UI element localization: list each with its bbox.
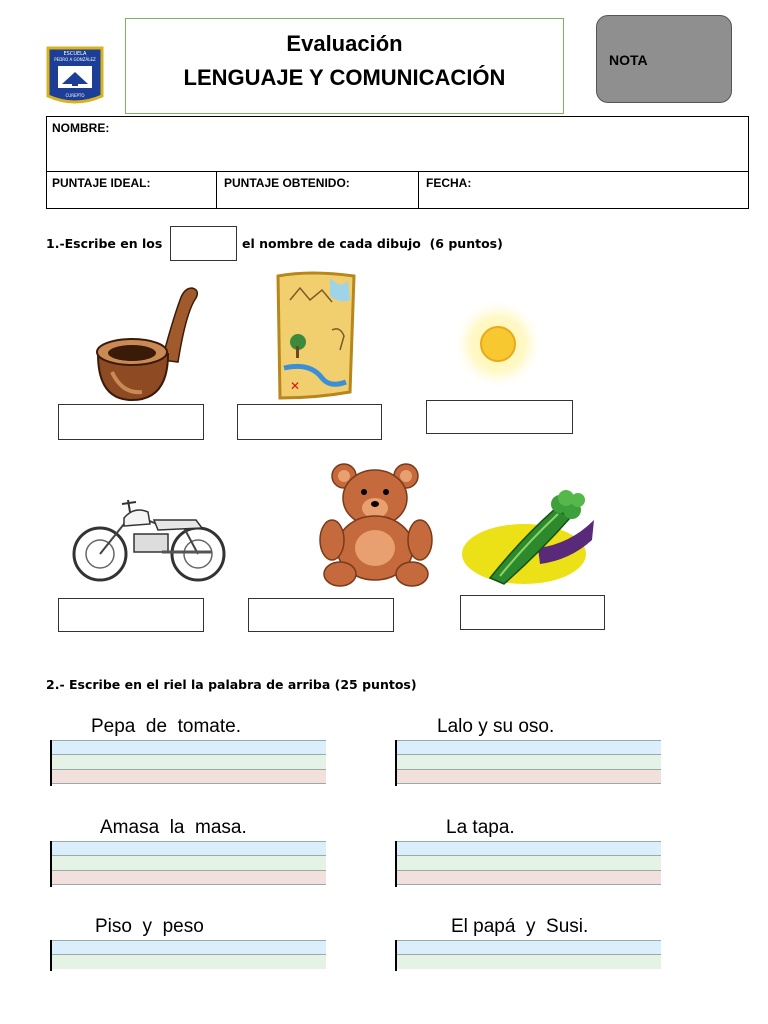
word-5: Piso y peso <box>95 916 204 937</box>
answer-box-6[interactable] <box>460 595 605 630</box>
writing-rail-2[interactable] <box>395 740 661 786</box>
svg-text:✕: ✕ <box>290 379 301 393</box>
map-picture <box>270 270 362 404</box>
celery-picture <box>460 490 598 586</box>
word-4: La tapa. <box>446 817 515 838</box>
title-box <box>125 18 564 114</box>
title-line-2: LENGUAJE Y COMUNICACIÓN <box>183 65 506 90</box>
answer-box-5[interactable] <box>248 598 394 632</box>
svg-text:PEDRO A GONZÁLEZ: PEDRO A GONZÁLEZ <box>54 57 96 62</box>
motorcycle-picture <box>72 494 227 586</box>
word-1: Pepa de tomate. <box>91 716 241 737</box>
section2-instruction: 2.- Escribe en el riel la palabra de arriba (25 puntos) <box>46 677 417 692</box>
name-row[interactable] <box>47 117 748 172</box>
example-box <box>170 226 237 261</box>
school-logo <box>46 46 104 106</box>
answer-box-2[interactable] <box>237 404 382 440</box>
date-label: FECHA: <box>426 176 472 190</box>
name-label: NOMBRE: <box>52 121 110 135</box>
sun-picture <box>452 298 544 390</box>
word-2: Lalo y su oso. <box>437 716 555 737</box>
grade-label: NOTA <box>609 52 648 68</box>
answer-box-3[interactable] <box>426 400 573 434</box>
divider <box>216 172 217 208</box>
answer-box-4[interactable] <box>58 598 204 632</box>
section1-suffix: el nombre de cada dibujo (6 puntos) <box>242 236 503 251</box>
teddy-bear-picture <box>318 460 436 588</box>
grade-box[interactable] <box>596 15 732 103</box>
title-line-1: Evaluación <box>286 31 403 56</box>
writing-rail-1[interactable] <box>50 740 326 786</box>
svg-text:ESCUELA: ESCUELA <box>63 51 87 57</box>
word-6: El papá y Susi. <box>451 916 589 937</box>
student-info-table <box>46 116 749 209</box>
answer-box-1[interactable] <box>58 404 204 440</box>
obtained-score-label: PUNTAJE OBTENIDO: <box>224 176 350 190</box>
svg-text:CUREPTO: CUREPTO <box>65 93 85 98</box>
divider <box>418 172 419 208</box>
writing-rail-3[interactable] <box>50 841 326 887</box>
ideal-score-label: PUNTAJE IDEAL: <box>52 176 151 190</box>
writing-rail-6[interactable] <box>395 940 661 971</box>
writing-rail-5[interactable] <box>50 940 326 971</box>
writing-rail-4[interactable] <box>395 841 661 887</box>
pipe-picture <box>92 282 202 404</box>
section1-prefix: 1.-Escribe en los <box>46 236 163 251</box>
word-3: Amasa la masa. <box>100 817 247 838</box>
